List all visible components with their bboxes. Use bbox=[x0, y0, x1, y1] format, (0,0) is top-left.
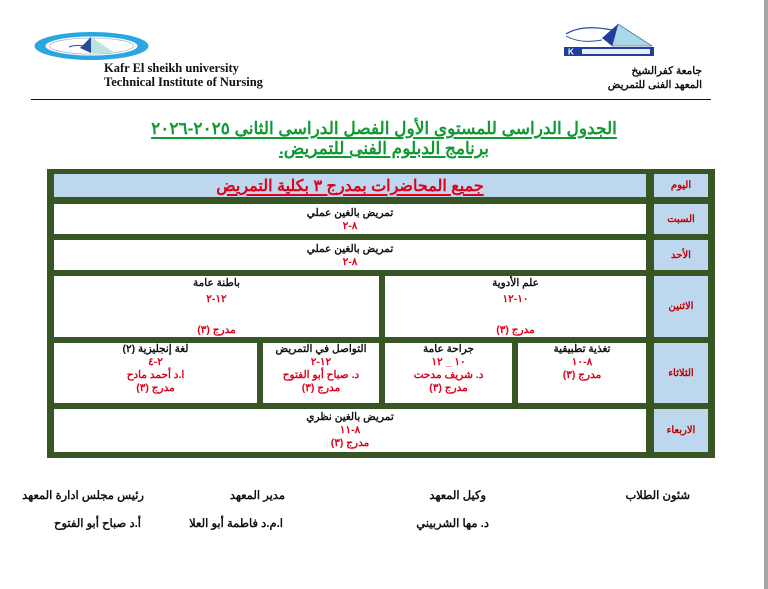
course-name: تغذية تطبيقية bbox=[553, 343, 611, 355]
day-tuesday bbox=[654, 343, 708, 403]
signature-title-board-chair: رئيس مجلس ادارة المعهد bbox=[22, 490, 144, 502]
english-header bbox=[104, 61, 263, 89]
header-divider bbox=[31, 99, 711, 100]
title-line-2: برنامج الدبلوم الفنى للتمريض. bbox=[279, 139, 489, 158]
session-room: مدرج (٣) bbox=[562, 369, 602, 381]
tuesday-session-cell-4 bbox=[54, 343, 257, 403]
signature-title-director: مدير المعهد bbox=[229, 490, 285, 502]
monday-session-cell-1 bbox=[385, 276, 646, 337]
university-name-en: Kafr El sheikh university bbox=[104, 61, 239, 75]
merged-header-text: جميع المحاضرات بمدرج ٣ بكلية التمريض bbox=[216, 177, 484, 195]
signature-name-board-chair: أ.د صباح أبو الفتوح bbox=[54, 518, 141, 530]
saturday-session-cell bbox=[54, 204, 646, 234]
session-room: مدرج (٣) bbox=[496, 324, 535, 336]
schedule-table bbox=[47, 169, 715, 458]
session-room: مدرج (٣) bbox=[136, 382, 175, 394]
session-instructor: د. شريف مدحت bbox=[413, 369, 484, 381]
day-saturday bbox=[654, 204, 708, 234]
tuesday-session-cell-1 bbox=[518, 343, 646, 403]
svg-text:K: K bbox=[568, 47, 574, 57]
day-header-cell bbox=[654, 174, 708, 197]
course-name: التواصل في التمريض bbox=[275, 343, 367, 355]
institute-logo-icon bbox=[33, 31, 150, 61]
session-time: ١٠ _ ١٢ bbox=[431, 356, 466, 368]
document-title bbox=[0, 118, 768, 159]
session-instructor: د. صباح أبو الفتوح bbox=[282, 369, 360, 381]
course-name: تمريض بالغين نظري bbox=[306, 411, 394, 423]
signature-name-vice-dean: د. مها الشربيني bbox=[416, 518, 489, 530]
university-name-ar: جامعة كفرالشيخ bbox=[631, 65, 702, 77]
sunday-session-cell bbox=[54, 240, 646, 270]
session-time: ١٠-١٢ bbox=[502, 293, 529, 305]
signature-name-director: ا.م.د فاطمة أبو العلا bbox=[189, 518, 283, 530]
day-sunday bbox=[654, 240, 708, 270]
course-name: جراحة عامة bbox=[423, 343, 474, 355]
course-name: علم الأدوية bbox=[492, 277, 539, 289]
course-name: باطنة عامة bbox=[193, 277, 240, 289]
title-line-1: الجدول الدراسى للمستوى الأول الفصل الدراسى الثانى ٢٠٢٥-٢٠٢٦ bbox=[151, 119, 617, 138]
merged-header-cell bbox=[54, 174, 646, 197]
session-room: مدرج (٣) bbox=[330, 437, 370, 449]
session-room: مدرج (٣) bbox=[197, 324, 236, 336]
course-name: تمريض بالغين عملي bbox=[306, 243, 394, 255]
day-wednesday bbox=[654, 409, 708, 452]
session-room: مدرج (٣) bbox=[301, 382, 341, 394]
session-time: ١٢-٢ bbox=[310, 356, 332, 368]
session-time: ٨-١٠ bbox=[571, 356, 593, 368]
session-instructor: ا.د أحمد مادح bbox=[126, 369, 185, 381]
institute-name-en: Technical Institute of Nursing bbox=[104, 75, 263, 89]
arabic-header bbox=[608, 64, 702, 92]
university-logo-icon bbox=[562, 22, 658, 58]
tuesday-session-cell-2 bbox=[385, 343, 512, 403]
session-time: ٨-١١ bbox=[339, 424, 361, 436]
session-time: ٨-٢ bbox=[342, 256, 358, 268]
signature-title-student-affairs: شئون الطلاب bbox=[625, 490, 690, 502]
day-label: الثلاثاء bbox=[668, 367, 694, 379]
session-time: ١٢-٢ bbox=[206, 293, 227, 305]
day-label: السبت bbox=[667, 213, 695, 225]
monday-session-cell-2 bbox=[54, 276, 379, 337]
signature-title-vice-dean: وكيل المعهد bbox=[429, 490, 486, 502]
day-header-label: اليوم bbox=[670, 180, 692, 191]
page-right-edge bbox=[764, 0, 768, 589]
wednesday-session-cell bbox=[54, 409, 646, 452]
session-time: ٨-٢ bbox=[342, 220, 358, 232]
day-label: الاثنين bbox=[668, 301, 694, 312]
course-name: تمريض بالغين عملي bbox=[306, 207, 394, 219]
day-monday bbox=[654, 276, 708, 337]
day-label: الأحد bbox=[671, 249, 691, 261]
session-room: مدرج (٣) bbox=[429, 382, 468, 394]
course-name: لغة إنجليزية (٢) bbox=[122, 343, 189, 355]
session-time: ٢-٤ bbox=[148, 356, 163, 368]
institute-name-ar: المعهد الفنى للتمريض bbox=[607, 79, 702, 91]
tuesday-session-cell-3 bbox=[263, 343, 379, 403]
day-label: الاربعاء bbox=[666, 425, 696, 436]
